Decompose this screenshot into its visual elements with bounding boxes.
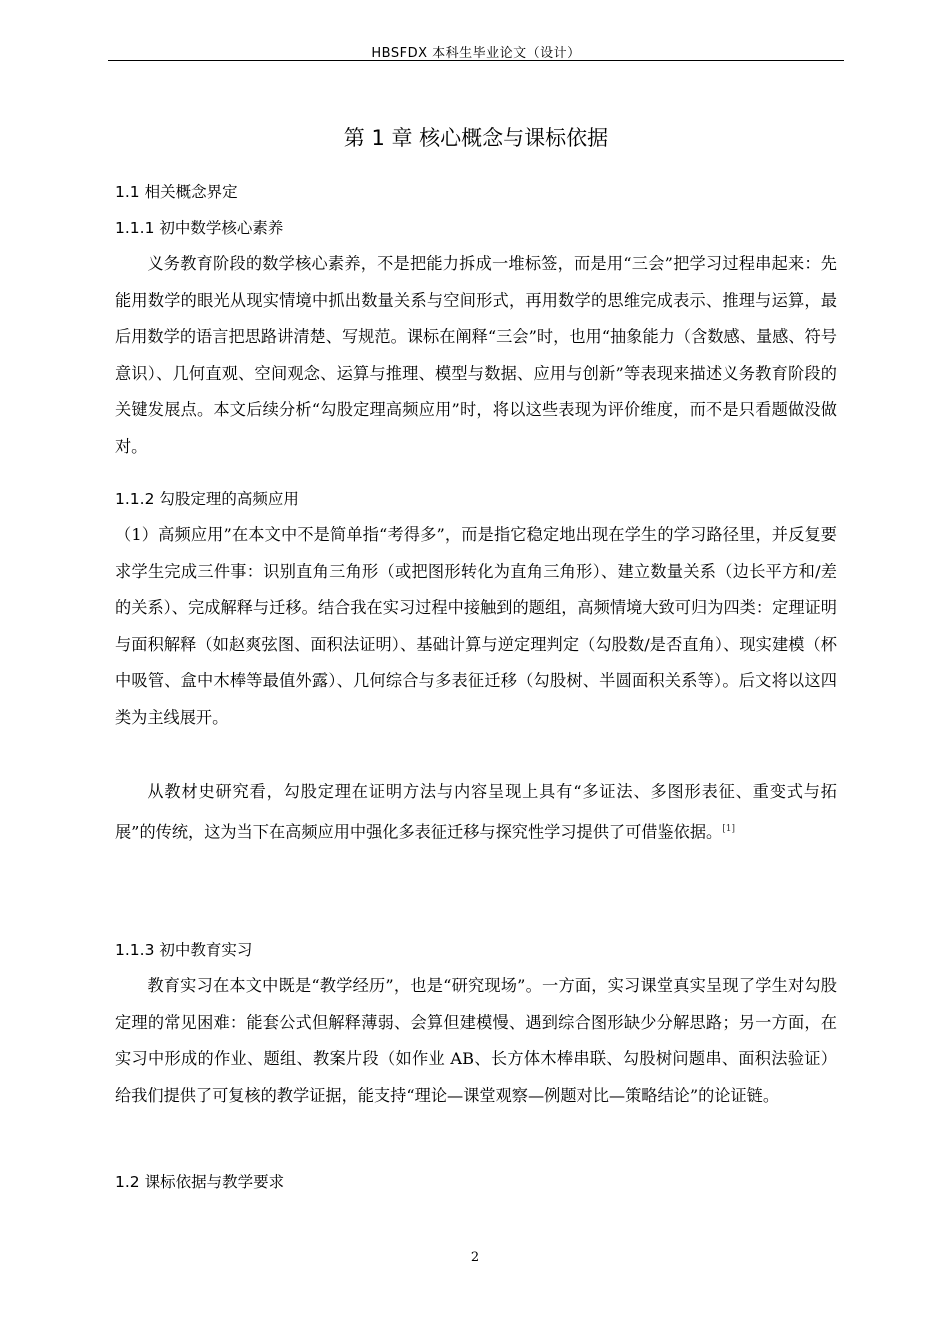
section-heading-1-1-2: 1.1.2 勾股定理的高频应用 [115,490,299,508]
header-divider [108,60,844,61]
page-number: 2 [470,1250,480,1265]
section-heading-1-1-3: 1.1.3 初中教育实习 [115,941,253,959]
section-heading-1-1-1: 1.1.1 初中数学核心素养 [115,219,284,237]
chapter-title: 第 1 章 核心概念与课标依据 [343,126,609,150]
running-header: HBSFDX 本科生毕业论文（设计） [371,46,581,61]
paragraph-textbook-history [115,774,837,851]
paragraph-core-literacy: 义务教育阶段的数学核心素养，不是把能力拆成一堆标签，而是用“三会”把学习过程串起来：先能用数学的眼光从现实情境中抓出数量关系与空间形式，再用数学的思维完成表示、推理与运算，最后用数学的语言把思路讲清楚、写规范。课标在阐释“三会”时，也用“抽象能力（含数感、量感、符号意识）、几何直观、空间观念、运算与推理、模型与数据、应用与创新”等表现来描述义务教育阶段的关键发展点。本文后续分析“勾股定理高频应用”时，将以这些表现为评价维度，而不是只看题做没做对。 [115,254,837,456]
paragraph-high-frequency: （1）高频应用”在本文中不是简单指“考得多”，而是指它稳定地出现在学生的学习路径里，并反复要求学生完成三件事：识别直角三角形（或把图形转化为直角三角形）、建立数量关系（边长平方和/差的关系）、完成解释与迁移。结合我在实习过程中接触到的题组，高频情境大致可归为四类：定理证明与面积解释（如赵爽弦图、面积法证明）、基础计算与逆定理判定（勾股数/是否直角）、现实建模（杯中吸管、盒中木棒等最值外露）、几何综合与多表征迁移（勾股树、半圆面积关系等）。后文将以这四类为主线展开。 [115,525,837,727]
section-heading-1-1: 1.1 相关概念界定 [115,183,238,201]
section-heading-1-2: 1.2 课标依据与教学要求 [115,1173,285,1191]
citation-marker: [1] [722,823,735,834]
paragraph-textbook-history-text: 从教材史研究看，勾股定理在证明方法与内容呈现上具有“多证法、多图形表征、重变式与拓展”的传统，这为当下在高频应用中强化多表征迁移与探究性学习提供了可借鉴依据。 [115,782,837,841]
paragraph-teaching-practice: 教育实习在本文中既是“教学经历”，也是“研究现场”。一方面，实习课堂真实呈现了学生对勾股定理的常见困难：能套公式但解释薄弱、会算但建模慢、遇到综合图形缺少分解思路；另一方面，在实习中形成的作业、题组、教案片段（如作业 AB、长方体木棒串联、勾股树问题串、面积法验证）给我们提供了可复核的教学证据，能支持“理论—课堂观察—例题对比—策略结论”的论证链。 [115,976,837,1105]
